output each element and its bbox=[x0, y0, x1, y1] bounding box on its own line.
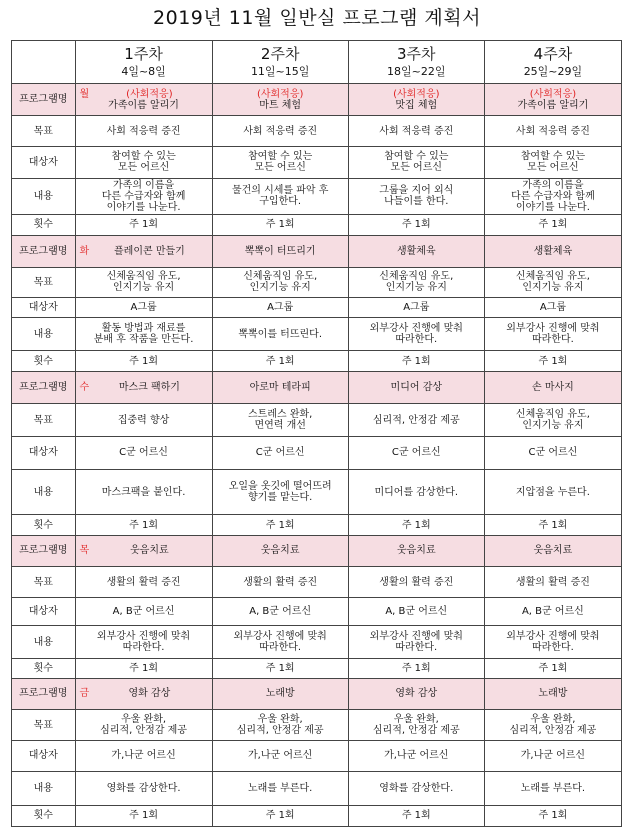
row-label-content: 내용 bbox=[12, 771, 76, 805]
row-label-goal: 목표 bbox=[12, 267, 76, 298]
cell-line: 따라한다. bbox=[532, 334, 574, 346]
cell-line: 인지기능 유지 bbox=[385, 282, 447, 294]
cell-line: 다른 수급자와 함께 bbox=[101, 190, 186, 202]
cell-line: 모든 어르신 bbox=[117, 162, 170, 174]
count-cell: 주 1회 bbox=[212, 214, 348, 235]
cell-line: 모든 어르신 bbox=[390, 162, 443, 174]
target-cell: 가,나군 어르신 bbox=[348, 741, 484, 772]
cell-line: 따라한다. bbox=[122, 642, 165, 654]
cell-line: 오일을 옷깃에 떨어뜨려 bbox=[228, 481, 332, 493]
program-cell bbox=[484, 372, 621, 404]
goal-row bbox=[12, 710, 622, 741]
program-name: 뽁뽁이 터뜨리기 bbox=[244, 245, 316, 257]
target-row bbox=[12, 298, 622, 318]
goal-row bbox=[12, 567, 622, 598]
cell-line: 분배 후 작품을 만든다. bbox=[93, 334, 194, 346]
count-cell: 주 1회 bbox=[348, 515, 484, 535]
row-label-content: 내용 bbox=[12, 625, 76, 659]
program-cell bbox=[75, 84, 212, 116]
row-label-program: 프로그램명 bbox=[12, 84, 76, 116]
cell-line: 참여할 수 있는 bbox=[248, 151, 313, 163]
program-name: 아로마 테라피 bbox=[249, 382, 311, 394]
content-cell bbox=[348, 178, 484, 214]
program-cell bbox=[348, 235, 484, 267]
goal-row bbox=[12, 267, 622, 298]
count-cell: 주 1회 bbox=[75, 515, 212, 535]
count-cell: 주 1회 bbox=[348, 659, 484, 678]
cell-line: 인지기능 유지 bbox=[113, 282, 175, 294]
cell-line: 미디어를 감상한다. bbox=[374, 486, 459, 498]
goal-cell: 사회 적응력 증진 bbox=[75, 116, 212, 147]
content-cell bbox=[75, 625, 212, 659]
goal-cell bbox=[348, 710, 484, 741]
cell-line: 따라한다. bbox=[532, 642, 574, 654]
cell-line: 다른 수급자와 함께 bbox=[511, 190, 595, 202]
week-header bbox=[212, 41, 348, 84]
program-cell bbox=[212, 235, 348, 267]
program-row bbox=[12, 84, 622, 116]
weekday-label: 금 bbox=[79, 688, 90, 700]
program-name: 마스크 팩하기 bbox=[118, 382, 180, 394]
cell-line: 가족의 이름을 bbox=[522, 179, 584, 191]
program-cell bbox=[212, 84, 348, 116]
row-label-program: 프로그램명 bbox=[12, 535, 76, 567]
target-row bbox=[12, 146, 622, 178]
target-cell: A그룹 bbox=[212, 298, 348, 318]
target-cell: A, B군 어르신 bbox=[348, 598, 484, 626]
cell-line: 모든 어르신 bbox=[254, 162, 306, 174]
row-label-goal: 목표 bbox=[12, 116, 76, 147]
content-row bbox=[12, 771, 622, 805]
cell-line: 외부강사 진행에 맞춰 bbox=[233, 631, 327, 643]
program-cell bbox=[75, 678, 212, 710]
program-name: 가족이름 알리기 bbox=[108, 99, 179, 111]
program-name: 영화 감상 bbox=[395, 688, 438, 700]
row-label-target: 대상자 bbox=[12, 598, 76, 626]
content-cell bbox=[484, 625, 621, 659]
content-cell bbox=[212, 178, 348, 214]
target-cell: C군 어르신 bbox=[75, 437, 212, 470]
target-cell bbox=[212, 146, 348, 178]
program-name: 웃음치료 bbox=[130, 545, 169, 557]
cell-line: 마스크팩을 붙인다. bbox=[101, 486, 186, 498]
count-cell: 주 1회 bbox=[348, 805, 484, 826]
week-header bbox=[348, 41, 484, 84]
goal-cell bbox=[75, 710, 212, 741]
program-plan-table bbox=[11, 40, 622, 827]
count-cell: 주 1회 bbox=[75, 805, 212, 826]
cell-line: 심리적, 안정감 제공 bbox=[236, 725, 324, 737]
count-cell: 주 1회 bbox=[484, 659, 621, 678]
goal-cell bbox=[484, 710, 621, 741]
cell-line: 구입한다. bbox=[259, 196, 302, 208]
row-label-program: 프로그램명 bbox=[12, 678, 76, 710]
goal-cell: 사회 적응력 증진 bbox=[484, 116, 621, 147]
cell-line: 향기를 맡는다. bbox=[248, 492, 313, 504]
cell-line: 노래를 부른다. bbox=[520, 782, 586, 794]
program-cell bbox=[75, 535, 212, 567]
program-name: 영화 감상 bbox=[128, 688, 171, 700]
program-name: 손 마사지 bbox=[532, 382, 574, 394]
row-label-count: 횟수 bbox=[12, 659, 76, 678]
count-cell: 주 1회 bbox=[484, 805, 621, 826]
cell-line: 뽁뽁이를 터뜨린다. bbox=[238, 328, 322, 340]
target-cell: A그룹 bbox=[484, 298, 621, 318]
cell-line: 이야기를 나눈다. bbox=[106, 201, 181, 213]
content-cell bbox=[212, 625, 348, 659]
program-row bbox=[12, 372, 622, 404]
cell-line: 면연력 개선 bbox=[254, 420, 306, 432]
count-cell: 주 1회 bbox=[484, 515, 621, 535]
cell-line: 스트레스 완화, bbox=[248, 409, 313, 421]
program-category-tag: (사회적응) bbox=[126, 88, 173, 100]
target-cell: 가,나군 어르신 bbox=[75, 741, 212, 772]
cell-line: 따라한다. bbox=[395, 642, 438, 654]
content-cell bbox=[484, 318, 621, 351]
target-cell: A그룹 bbox=[75, 298, 212, 318]
content-row bbox=[12, 625, 622, 659]
cell-line: 참여할 수 있는 bbox=[384, 151, 449, 163]
cell-line: 심리적, 안정감 제공 bbox=[100, 725, 187, 737]
week-dates: 11일~15일 bbox=[250, 65, 310, 79]
goal-cell: 생활의 활력 증진 bbox=[75, 567, 212, 598]
week-dates: 4일~8일 bbox=[121, 65, 166, 79]
goal-cell bbox=[484, 267, 621, 298]
count-row bbox=[12, 515, 622, 535]
content-cell bbox=[75, 318, 212, 351]
program-cell bbox=[348, 84, 484, 116]
cell-line: 노래를 부른다. bbox=[248, 782, 313, 794]
goal-row bbox=[12, 404, 622, 437]
week-header bbox=[75, 41, 212, 84]
count-cell: 주 1회 bbox=[75, 351, 212, 372]
weekday-label: 화 bbox=[79, 245, 90, 257]
goal-cell: 사회 적응력 증진 bbox=[212, 116, 348, 147]
cell-line: 이야기를 나눈다. bbox=[515, 201, 590, 213]
program-name: 플레이콘 만들기 bbox=[114, 245, 185, 257]
program-name: 미디어 감상 bbox=[390, 382, 443, 394]
cell-line: 인지기능 유지 bbox=[522, 282, 584, 294]
program-name: 생활체육 bbox=[533, 245, 573, 257]
cell-line: 물건의 시세를 파악 후 bbox=[231, 185, 329, 197]
program-cell bbox=[484, 84, 621, 116]
row-label-goal: 목표 bbox=[12, 404, 76, 437]
weekday-label: 월 bbox=[79, 88, 90, 100]
program-row bbox=[12, 678, 622, 710]
content-row bbox=[12, 178, 622, 214]
cell-line: 우울 완화, bbox=[393, 714, 439, 726]
program-cell bbox=[348, 678, 484, 710]
header-row bbox=[12, 41, 622, 84]
row-label-target: 대상자 bbox=[12, 298, 76, 318]
cell-line: 집중력 향상 bbox=[117, 414, 170, 426]
row-label-target: 대상자 bbox=[12, 741, 76, 772]
count-cell: 주 1회 bbox=[348, 214, 484, 235]
content-cell bbox=[75, 771, 212, 805]
content-cell bbox=[75, 178, 212, 214]
row-label-count: 횟수 bbox=[12, 351, 76, 372]
goal-cell: 사회 적응력 증진 bbox=[348, 116, 484, 147]
cell-line: 우울 완화, bbox=[121, 714, 167, 726]
program-row bbox=[12, 535, 622, 567]
program-cell bbox=[484, 535, 621, 567]
row-label-target: 대상자 bbox=[12, 146, 76, 178]
content-cell bbox=[212, 469, 348, 515]
row-label-goal: 목표 bbox=[12, 567, 76, 598]
cell-line: 외부강사 진행에 맞춰 bbox=[506, 631, 600, 643]
count-cell: 주 1회 bbox=[75, 214, 212, 235]
target-cell: C군 어르신 bbox=[212, 437, 348, 470]
cell-line: 인지기능 유지 bbox=[249, 282, 311, 294]
goal-row bbox=[12, 116, 622, 147]
cell-line: 영화를 감상한다. bbox=[106, 782, 181, 794]
content-cell bbox=[348, 469, 484, 515]
content-row bbox=[12, 469, 622, 515]
cell-line: 참여할 수 있는 bbox=[520, 151, 586, 163]
goal-cell: 생활의 활력 증진 bbox=[484, 567, 621, 598]
count-cell: 주 1회 bbox=[212, 351, 348, 372]
cell-line: 그룹을 지어 외식 bbox=[379, 185, 454, 197]
content-cell bbox=[484, 469, 621, 515]
content-cell bbox=[348, 625, 484, 659]
cell-line: 따라한다. bbox=[395, 334, 438, 346]
program-name: 마트 체험 bbox=[259, 99, 302, 111]
cell-line: 신체움직임 유도, bbox=[379, 271, 454, 283]
program-category-tag: (사회적응) bbox=[256, 88, 304, 100]
cell-line: 신체움직임 유도, bbox=[243, 271, 318, 283]
cell-line: 가족의 이름을 bbox=[113, 179, 175, 191]
count-cell: 주 1회 bbox=[75, 659, 212, 678]
row-label-program: 프로그램명 bbox=[12, 372, 76, 404]
week-label: 4주차 bbox=[533, 45, 573, 64]
program-name: 생활체육 bbox=[396, 245, 436, 257]
goal-cell bbox=[212, 404, 348, 437]
cell-line: 신체움직임 유도, bbox=[515, 409, 590, 421]
row-label-content: 내용 bbox=[12, 469, 76, 515]
week-header bbox=[484, 41, 621, 84]
goal-cell bbox=[75, 404, 212, 437]
target-cell: A, B군 어르신 bbox=[75, 598, 212, 626]
target-cell: 가,나군 어르신 bbox=[212, 741, 348, 772]
cell-line: 신체움직임 유도, bbox=[106, 271, 181, 283]
cell-line: 따라한다. bbox=[259, 642, 302, 654]
cell-line: 외부강사 진행에 맞춰 bbox=[369, 631, 463, 643]
content-cell bbox=[212, 771, 348, 805]
cell-line: 나들이를 한다. bbox=[384, 196, 449, 208]
count-cell: 주 1회 bbox=[212, 659, 348, 678]
content-cell bbox=[484, 771, 621, 805]
cell-line: 영화를 감상한다. bbox=[379, 782, 454, 794]
target-cell: A그룹 bbox=[348, 298, 484, 318]
cell-line: 우울 완화, bbox=[530, 714, 576, 726]
program-category-tag: (사회적응) bbox=[529, 88, 577, 100]
goal-cell bbox=[348, 404, 484, 437]
program-row bbox=[12, 235, 622, 267]
row-label-count: 횟수 bbox=[12, 214, 76, 235]
cell-line: 지압점을 누른다. bbox=[515, 486, 590, 498]
program-cell bbox=[212, 678, 348, 710]
program-cell bbox=[348, 372, 484, 404]
cell-line: 신체움직임 유도, bbox=[515, 271, 590, 283]
row-label-count: 횟수 bbox=[12, 515, 76, 535]
count-cell: 주 1회 bbox=[212, 515, 348, 535]
row-label-program: 프로그램명 bbox=[12, 235, 76, 267]
program-name: 노래방 bbox=[538, 688, 568, 700]
program-category-tag: (사회적응) bbox=[393, 88, 440, 100]
goal-cell bbox=[75, 267, 212, 298]
target-row bbox=[12, 741, 622, 772]
cell-line: 참여할 수 있는 bbox=[111, 151, 176, 163]
target-cell: C군 어르신 bbox=[484, 437, 621, 470]
target-row bbox=[12, 598, 622, 626]
cell-line: 외부강사 진행에 맞춰 bbox=[506, 323, 600, 335]
program-name: 웃음치료 bbox=[396, 545, 436, 557]
cell-line: 외부강사 진행에 맞춰 bbox=[96, 631, 191, 643]
document-title: 2019년 11월 일반실 프로그램 계획서 bbox=[153, 7, 481, 29]
week-label: 2주차 bbox=[260, 45, 300, 64]
cell-line: 우울 완화, bbox=[257, 714, 303, 726]
program-name: 맛집 체험 bbox=[395, 99, 438, 111]
goal-cell bbox=[348, 267, 484, 298]
count-row bbox=[12, 214, 622, 235]
week-label: 1주차 bbox=[124, 45, 163, 64]
count-row bbox=[12, 351, 622, 372]
content-cell bbox=[75, 469, 212, 515]
content-cell bbox=[348, 771, 484, 805]
row-label-target: 대상자 bbox=[12, 437, 76, 470]
week-dates: 25일~29일 bbox=[523, 65, 583, 79]
week-label: 3주차 bbox=[397, 45, 436, 64]
content-cell bbox=[212, 318, 348, 351]
content-cell bbox=[484, 178, 621, 214]
program-cell bbox=[75, 235, 212, 267]
goal-cell: 생활의 활력 증진 bbox=[212, 567, 348, 598]
weekday-label: 목 bbox=[79, 545, 90, 557]
week-dates: 18일~22일 bbox=[387, 65, 446, 79]
target-cell bbox=[348, 146, 484, 178]
goal-cell bbox=[212, 710, 348, 741]
cell-line: 모든 어르신 bbox=[527, 162, 579, 174]
header-corner bbox=[12, 41, 76, 84]
goal-cell bbox=[212, 267, 348, 298]
program-cell bbox=[484, 678, 621, 710]
cell-line: 외부강사 진행에 맞춰 bbox=[369, 323, 463, 335]
row-label-content: 내용 bbox=[12, 178, 76, 214]
program-cell bbox=[484, 235, 621, 267]
count-row bbox=[12, 805, 622, 826]
cell-line: 심리적, 안정감 제공 bbox=[509, 725, 597, 737]
target-cell bbox=[484, 146, 621, 178]
program-name: 가족이름 알리기 bbox=[517, 99, 589, 111]
target-cell: A, B군 어르신 bbox=[484, 598, 621, 626]
program-cell bbox=[212, 372, 348, 404]
target-cell: C군 어르신 bbox=[348, 437, 484, 470]
goal-cell bbox=[484, 404, 621, 437]
program-cell bbox=[75, 372, 212, 404]
goal-cell: 생활의 활력 증진 bbox=[348, 567, 484, 598]
cell-line: 심리적, 안정감 제공 bbox=[372, 725, 460, 737]
count-cell: 주 1회 bbox=[484, 214, 621, 235]
target-cell bbox=[75, 146, 212, 178]
content-row bbox=[12, 318, 622, 351]
program-name: 웃음치료 bbox=[260, 545, 300, 557]
target-cell: A, B군 어르신 bbox=[212, 598, 348, 626]
cell-line: 인지기능 유지 bbox=[522, 420, 584, 432]
count-cell: 주 1회 bbox=[212, 805, 348, 826]
row-label-count: 횟수 bbox=[12, 805, 76, 826]
row-label-content: 내용 bbox=[12, 318, 76, 351]
cell-line: 활동 방법과 재료를 bbox=[101, 323, 186, 335]
row-label-goal: 목표 bbox=[12, 710, 76, 741]
program-cell bbox=[348, 535, 484, 567]
program-cell bbox=[212, 535, 348, 567]
program-name: 노래방 bbox=[265, 688, 295, 700]
target-cell: 가,나군 어르신 bbox=[484, 741, 621, 772]
count-cell: 주 1회 bbox=[484, 351, 621, 372]
cell-line: 심리적, 안정감 제공 bbox=[372, 414, 460, 426]
program-name: 웃음치료 bbox=[533, 545, 573, 557]
count-cell: 주 1회 bbox=[348, 351, 484, 372]
weekday-label: 수 bbox=[79, 382, 90, 394]
count-row bbox=[12, 659, 622, 678]
target-row bbox=[12, 437, 622, 470]
content-cell bbox=[348, 318, 484, 351]
